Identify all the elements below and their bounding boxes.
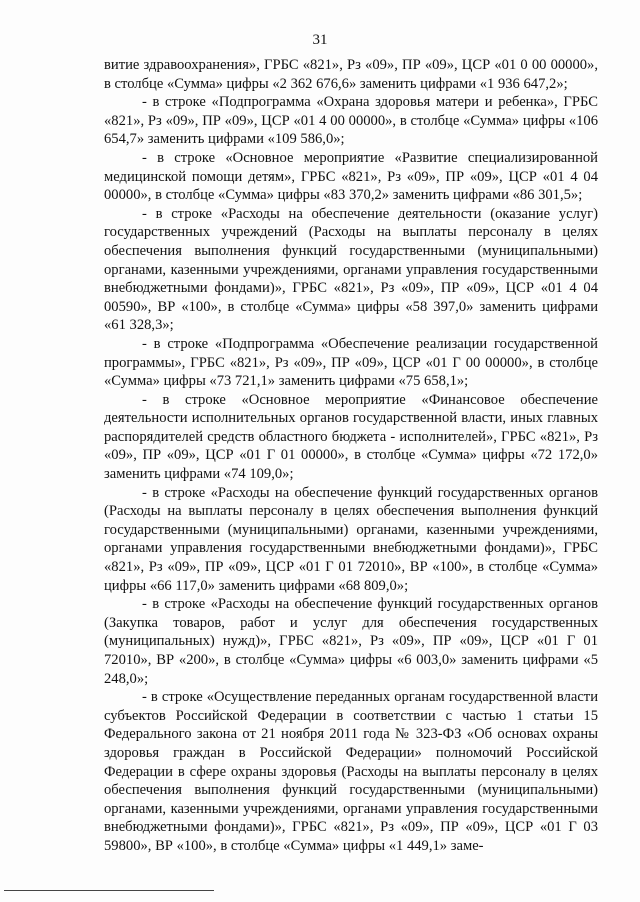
document-body: [104, 56, 598, 856]
page-number: 31: [312, 32, 328, 48]
paragraph-amendment: - в строке «Расходы на обеспечение функций государственных органов (Расходы на выплаты персоналу в целях обеспечения выполнения функций государственными (муниципальными) органами, казенными учреждениями, органами управления государственными внебюджетными фондами)», ГРБС «821», Рз «09», ПР «09», ЦСР «01 Г 01 72010», ВР «100», в столбце «Сумма» цифры «66 117,0» заменить цифрами «68 809,0»;: [104, 484, 598, 594]
footnote-divider: [4, 890, 214, 891]
paragraph-amendment: - в строке «Осуществление переданных органам государственной власти субъектов Российской Федерации в соответствии с частью 1 статьи 15 Федерального закона от 21 ноября 2011 года № 323-ФЗ «Об основах охраны здоровья граждан в Российской Федерации» полномочий Российской Федерации в сфере охраны здоровья (Расходы на выплаты персоналу в целях обеспечения выполнения функций государственными (муниципальными) органами, казенными учреждениями, органами управления государственными внебюджетными фондами)», ГРБС «821», Рз «09», ПР «09», ЦСР «01 Г 03 59800», ВР «100», в столбце «Сумма» цифры «1 449,1» заме-: [104, 689, 598, 854]
paragraph-amendment: - в строке «Расходы на обеспечение деятельности (оказание услуг) государственных учреждений (Расходы на выплаты персоналу в целях обеспечения выполнения функций государственными (муниципальными) органами, казенными учреждениями, органами управления государственными внебюджетными фондами)», ГРБС «821», Рз «09», ПР «09», ЦСР «01 4 04 00590», ВР «100», в столбце «Сумма» цифры «58 397,0» заменить цифрами «61 328,3»;: [104, 205, 598, 334]
paragraph-amendment: - в строке «Подпрограмма «Обеспечение реализации государственной программы», ГРБС «821», Рз «09», ПР «09», ЦСР «01 Г 00 00000», в столбце «Сумма» цифры «73 721,1» заменить цифрами «75 658,1»;: [104, 335, 598, 390]
paragraph-amendment: - в строке «Подпрограмма «Охрана здоровья матери и ребенка», ГРБС «821», Рз «09», ПР «09», ЦСР «01 4 00 00000», в столбце «Сумма» цифры «106 654,7» заменить цифрами «109 586,0»;: [104, 94, 598, 148]
paragraph-amendment: - в строке «Расходы на обеспечение функций государственных органов (Закупка товаров, работ и услуг для обеспечения государственных (муниципальных) нужд)», ГРБС «821», Рз «09», ПР «09», ЦСР «01 Г 01 72010», ВР «200», в столбце «Сумма» цифры «6 003,0» заменить цифрами «5 248,0»;: [104, 596, 598, 687]
paragraph-continuation: витие здравоохранения», ГРБС «821», Рз «09», ПР «09», ЦСР «01 0 00 00000», в столбце «Сумма» цифры «2 362 676,6» заменить цифрами «1 936 647,2»;: [104, 57, 598, 92]
paragraph-amendment: - в строке «Основное мероприятие «Финансовое обеспечение деятельности исполнительных органов государственной власти, иных главных распорядителей средств областного бюджета - исполнителей», ГРБС «821», Рз «09», ПР «09», ЦСР «01 Г 01 00000», в столбце «Сумма» цифры «72 172,0» заменить цифрами «74 109,0»;: [104, 391, 598, 483]
paragraph-amendment: - в строке «Основное мероприятие «Развитие специализированной медицинской помощи детям», ГРБС «821», Рз «09», ПР «09», ЦСР «01 4 04 00000», в столбце «Сумма» цифры «83 370,2» заменить цифрами «86 301,5»;: [104, 149, 598, 204]
